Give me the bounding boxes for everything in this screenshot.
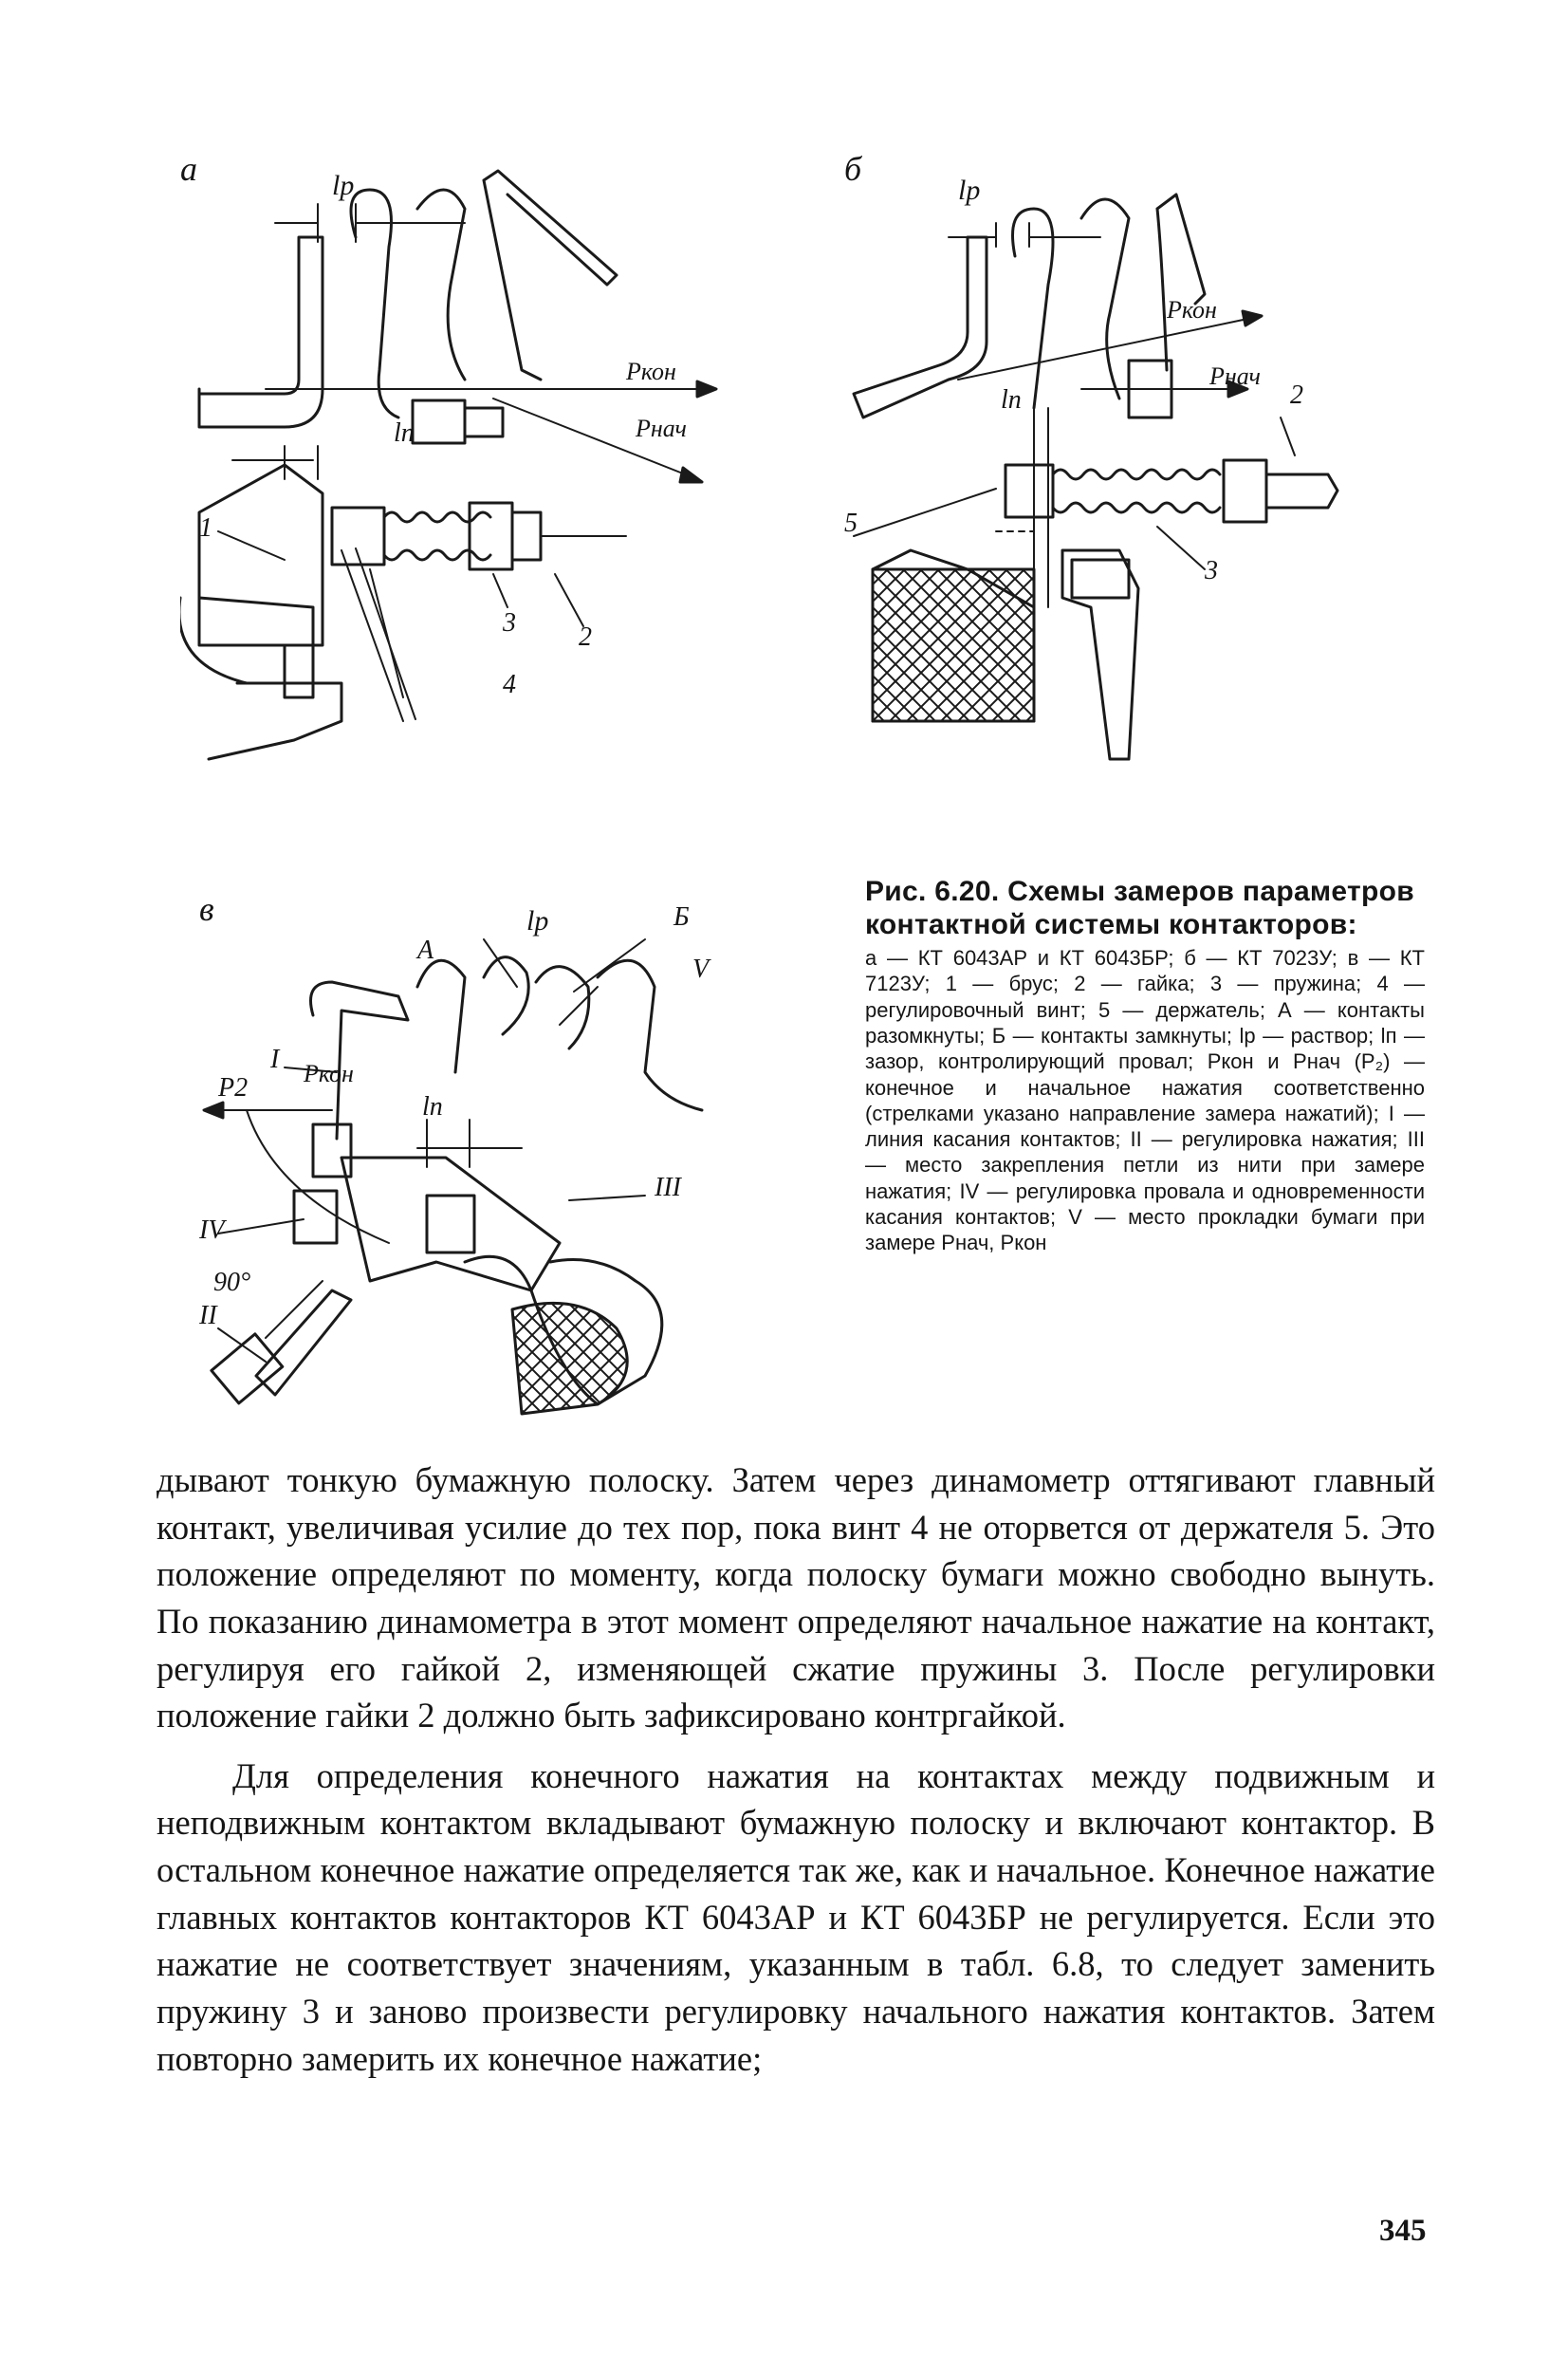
figure-b-lp-label: lр [958, 175, 981, 206]
figure-b-n5: 5 [844, 509, 858, 538]
caption-body: а — КТ 6043АР и КТ 6043БР; б — КТ 7023У; в — КТ 7123У; 1 — брус; 2 — гайка; 3 — пружина; 4 — регулировочный винт; 5 — держатель; А — контакты разомкнуты; Б — контакты замкнуты; lр — раствор; lп — зазор, контролирующий провал; Pкон и Pнач (P₂) — конечное и начальное нажатия соответственно (стрелками указано направление замера нажатий); I — линия касания контактов; II — регулировка нажатия; III — место закрепления петли из нити при замере нажатия; IV — регулировка провала и одновременности касания контактов; V — место прокладки бумаги при замере Pнач, Pкон [865, 946, 1425, 1255]
figure-v-I: I [270, 1045, 280, 1074]
figure-v-III: III [655, 1173, 681, 1202]
figure-a-drawing [180, 152, 768, 797]
figure-v-V: V [692, 955, 710, 984]
figure-v-ln-label: lп [422, 1092, 443, 1122]
figure-b-panel-label: б [844, 152, 862, 188]
figure-v-II: II [199, 1301, 217, 1330]
figure-v-panel-label: в [199, 890, 214, 928]
figure-a-pkon-label: Pкон [626, 358, 676, 385]
main-text [157, 1457, 1435, 2082]
figure-b-n2: 2 [1290, 380, 1303, 410]
figure-b-pkon-label: Pкон [1167, 296, 1217, 324]
figure-caption [865, 875, 1425, 1255]
figure-a-n3: 3 [503, 608, 516, 638]
figure-v-P2: P2 [218, 1073, 249, 1103]
figure-a-n1: 1 [199, 513, 212, 543]
figure-a-panel-label: а [180, 152, 197, 188]
figure-v-A: А [417, 936, 434, 965]
figure-v-IV: IV [199, 1215, 225, 1245]
body-paragraph-1: дывают тонкую бумажную полоску. Затем через динамометр оттягивают главный контакт, увеличивая усилие до тех пор, пока винт 4 не оторвется от держателя 5. Это положение определяют по моменту, когда полоску бумаги можно свободно вынуть. По показанию динамометра в этот момент определяют начальное нажатие на контакт, регулируя его гайкой 2, изменяющей сжатие пружины 3. После регулировки положение гайки 2 должно быть зафиксировано контргайкой. [157, 1460, 1435, 1735]
caption-title: Рис. 6.20. Схемы замеров параметров контактной системы контакторов: [865, 876, 1414, 941]
figure-v-B: Б [673, 902, 690, 932]
figure-v-lp-label: lр [526, 905, 549, 937]
figure-a-n4: 4 [503, 670, 516, 699]
figure-a [180, 152, 768, 797]
figure-b-ln-label: lп [1001, 385, 1022, 415]
page-number: 345 [1379, 2214, 1427, 2248]
figure-v-drawing [199, 882, 787, 1442]
figure-b-drawing [844, 152, 1413, 778]
figure-a-ln-label: lп [394, 418, 415, 448]
body-paragraph-2: Для определения конечного нажатия на контактах между подвижным и неподвижным контактом вкладывают бумажную полоску и включают контактор. В остальном конечное нажатие определяется так же, как и начальное. Конечное нажатие главных контактов контакторов КТ 6043АР и КТ 6043БР не регулируется. Если это нажатие не соответствует значениям, указанным в табл. 6.8, то следует заменить пружину 3 и заново произвести регулировку начального нажатия контактов. Затем повторно замерить их конечное нажатие; [157, 1755, 1435, 2078]
figure-v [199, 882, 787, 1442]
figure-v-angle: 90° [213, 1268, 251, 1297]
figure-b-n3: 3 [1205, 556, 1218, 585]
figure-a-lp-label: lр [332, 170, 355, 201]
figure-a-n2: 2 [579, 622, 592, 652]
figure-v-pkon-label: Pкон [304, 1060, 354, 1087]
figure-b-pnach-label: Pнач [1209, 362, 1261, 390]
figure-a-pnach-label: Pнач [636, 415, 687, 442]
figure-b [844, 152, 1413, 778]
